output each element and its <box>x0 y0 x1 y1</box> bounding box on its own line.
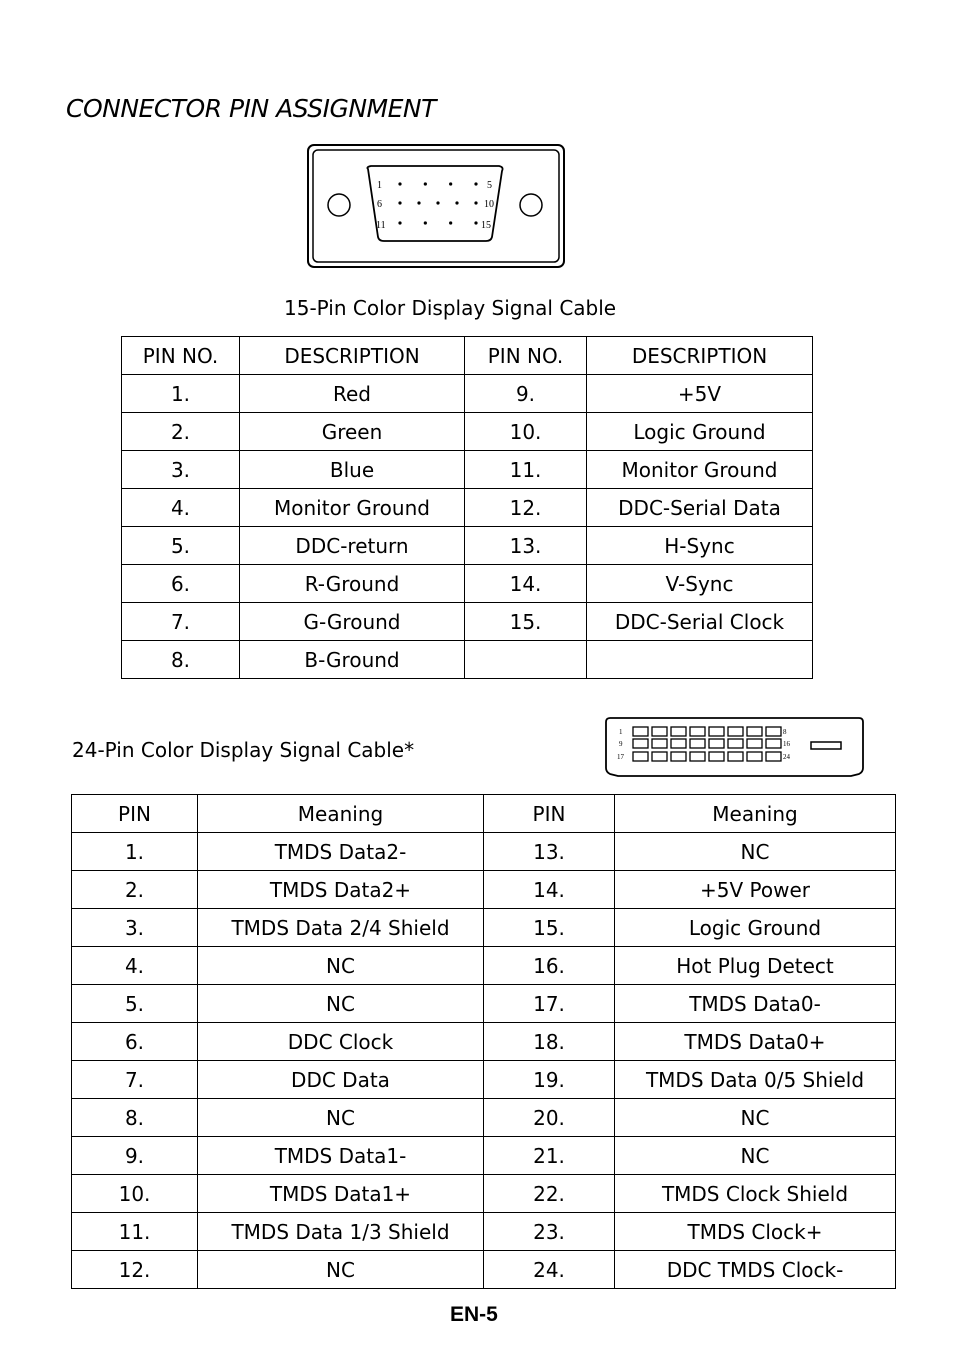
pin-box <box>633 739 648 748</box>
pin-dot <box>449 221 452 224</box>
table-cell: 11. <box>465 451 587 489</box>
vga-pin-label: 15 <box>481 220 491 231</box>
table-row <box>72 871 896 909</box>
table-cell: 4. <box>122 489 240 527</box>
table-row <box>122 565 813 603</box>
table-row <box>72 1175 896 1213</box>
pin-dot <box>398 221 401 224</box>
table-cell: R-Ground <box>240 565 465 603</box>
table-cell: TMDS Data2- <box>198 833 484 871</box>
table-cell: NC <box>198 1099 484 1137</box>
pin-box <box>652 752 667 761</box>
dvi-pin-label: 9 <box>619 740 623 748</box>
column-header: PIN NO. <box>122 337 240 375</box>
pin-dot <box>436 201 439 204</box>
table-cell: G-Ground <box>240 603 465 641</box>
table-cell: DDC Data <box>198 1061 484 1099</box>
table-cell: NC <box>615 1137 896 1175</box>
pin-box <box>728 727 743 736</box>
table-cell: DDC-Serial Data <box>587 489 813 527</box>
table-row <box>122 641 813 679</box>
dvi-caption: 24-Pin Color Display Signal Cable* <box>72 738 415 762</box>
table-cell: NC <box>615 833 896 871</box>
pin-dot <box>424 221 427 224</box>
table-cell: Red <box>240 375 465 413</box>
table-cell: 6. <box>72 1023 198 1061</box>
table-cell: 6. <box>122 565 240 603</box>
pin-box <box>709 752 724 761</box>
dvi-pin-label: 24 <box>783 753 790 761</box>
table-cell: +5V <box>587 375 813 413</box>
table-cell: 8. <box>72 1099 198 1137</box>
page-title: CONNECTOR PIN ASSIGNMENT <box>66 94 436 123</box>
table-header-row <box>122 337 813 375</box>
table-cell: Logic Ground <box>615 909 896 947</box>
vga-connector-diagram <box>306 143 568 271</box>
pin-box <box>671 752 686 761</box>
pin-dot <box>417 201 420 204</box>
pin-box <box>766 739 781 748</box>
table-cell: 5. <box>122 527 240 565</box>
pin-box <box>690 739 705 748</box>
table-row <box>72 1061 896 1099</box>
table-cell: 13. <box>465 527 587 565</box>
column-header: DESCRIPTION <box>587 337 813 375</box>
table-cell: 3. <box>122 451 240 489</box>
table-cell: 19. <box>484 1061 615 1099</box>
table-cell: NC <box>198 1251 484 1289</box>
table-row <box>72 1023 896 1061</box>
table-row <box>72 909 896 947</box>
table-cell: 8. <box>122 641 240 679</box>
table-cell: 16. <box>484 947 615 985</box>
pin-box <box>690 727 705 736</box>
pin-box <box>671 739 686 748</box>
table-cell: TMDS Data1- <box>198 1137 484 1175</box>
page-number: EN-5 <box>450 1303 498 1326</box>
table-cell: TMDS Data0+ <box>615 1023 896 1061</box>
table-cell: 7. <box>72 1061 198 1099</box>
pin-box <box>633 727 648 736</box>
pin-dot <box>474 182 477 185</box>
column-header: PIN NO. <box>465 337 587 375</box>
pin-box <box>633 752 648 761</box>
table-cell: B-Ground <box>240 641 465 679</box>
table-row <box>122 527 813 565</box>
table-cell: 18. <box>484 1023 615 1061</box>
column-header: DESCRIPTION <box>240 337 465 375</box>
table-row <box>122 603 813 641</box>
table-cell: 2. <box>122 413 240 451</box>
table-cell: 23. <box>484 1213 615 1251</box>
dvi-pin-label: 8 <box>783 728 787 736</box>
table-cell: 12. <box>72 1251 198 1289</box>
table-cell: 5. <box>72 985 198 1023</box>
pin-dot <box>455 201 458 204</box>
vga-caption: 15-Pin Color Display Signal Cable <box>284 296 617 320</box>
pin-dot <box>449 182 452 185</box>
table-row <box>72 1137 896 1175</box>
pin-box <box>690 752 705 761</box>
table-cell: TMDS Data 2/4 Shield <box>198 909 484 947</box>
table-row <box>72 1099 896 1137</box>
table-cell: TMDS Data0- <box>615 985 896 1023</box>
table-cell: 7. <box>122 603 240 641</box>
dvi-pin-label: 16 <box>783 740 790 748</box>
table-cell: NC <box>198 947 484 985</box>
pin-box <box>709 739 724 748</box>
pin-dot <box>424 182 427 185</box>
table-cell: TMDS Clock+ <box>615 1213 896 1251</box>
vga-pin-label: 11 <box>376 220 386 231</box>
table-cell: 20. <box>484 1099 615 1137</box>
table-row <box>72 985 896 1023</box>
table-cell: 14. <box>465 565 587 603</box>
table-cell: 10. <box>465 413 587 451</box>
column-header: PIN <box>72 795 198 833</box>
table-cell: 2. <box>72 871 198 909</box>
table-cell: Blue <box>240 451 465 489</box>
table-cell: NC <box>198 985 484 1023</box>
table-cell: DDC-Serial Clock <box>587 603 813 641</box>
table-cell: 11. <box>72 1213 198 1251</box>
pin-box <box>709 727 724 736</box>
table-row <box>122 489 813 527</box>
vga-pin-label: 5 <box>487 180 492 191</box>
dvi-pin-label: 17 <box>617 753 624 761</box>
vga-pin-table <box>121 336 813 679</box>
table-cell: 1. <box>72 833 198 871</box>
table-cell: 3. <box>72 909 198 947</box>
pin-dot <box>474 201 477 204</box>
table-cell: TMDS Data 1/3 Shield <box>198 1213 484 1251</box>
pin-box <box>747 739 762 748</box>
table-cell <box>465 641 587 679</box>
table-cell: DDC Clock <box>198 1023 484 1061</box>
table-cell: H-Sync <box>587 527 813 565</box>
table-cell: TMDS Data 0/5 Shield <box>615 1061 896 1099</box>
table-cell: V-Sync <box>587 565 813 603</box>
table-row <box>72 833 896 871</box>
table-cell: Green <box>240 413 465 451</box>
table-row <box>122 451 813 489</box>
pin-box <box>766 727 781 736</box>
pin-dot <box>474 221 477 224</box>
table-cell: 22. <box>484 1175 615 1213</box>
table-row <box>122 413 813 451</box>
table-cell: +5V Power <box>615 871 896 909</box>
dvi-pin-boxes <box>633 727 781 761</box>
table-row <box>72 1213 896 1251</box>
pin-box <box>652 727 667 736</box>
table-header-row <box>72 795 896 833</box>
table-cell: Hot Plug Detect <box>615 947 896 985</box>
column-header: Meaning <box>198 795 484 833</box>
dvi-pin-label: 1 <box>619 728 623 736</box>
table-cell: 4. <box>72 947 198 985</box>
table-cell: DDC-return <box>240 527 465 565</box>
vga-pin-label: 6 <box>377 199 382 210</box>
vga-pin-label: 1 <box>377 180 382 191</box>
pin-dot <box>398 182 401 185</box>
table-row <box>122 375 813 413</box>
table-cell: 15. <box>465 603 587 641</box>
dvi-pin-table <box>71 794 896 1289</box>
table-cell: TMDS Data1+ <box>198 1175 484 1213</box>
table-row <box>72 947 896 985</box>
pin-box <box>728 739 743 748</box>
pin-box <box>671 727 686 736</box>
table-cell: Monitor Ground <box>587 451 813 489</box>
table-cell: 10. <box>72 1175 198 1213</box>
table-cell: TMDS Clock Shield <box>615 1175 896 1213</box>
dvi-connector-diagram <box>604 716 868 778</box>
table-cell: 13. <box>484 833 615 871</box>
table-cell: TMDS Data2+ <box>198 871 484 909</box>
pin-box <box>728 752 743 761</box>
table-cell: 9. <box>465 375 587 413</box>
pin-box <box>652 739 667 748</box>
table-row <box>72 1251 896 1289</box>
vga-pin-label: 10 <box>484 199 494 210</box>
table-cell: Monitor Ground <box>240 489 465 527</box>
table-cell: DDC TMDS Clock- <box>615 1251 896 1289</box>
table-cell: 21. <box>484 1137 615 1175</box>
table-cell: Logic Ground <box>587 413 813 451</box>
column-header: PIN <box>484 795 615 833</box>
vga-pin-dots <box>398 182 477 224</box>
pin-dot <box>398 201 401 204</box>
pin-box <box>747 727 762 736</box>
column-header: Meaning <box>615 795 896 833</box>
table-cell: 12. <box>465 489 587 527</box>
pin-box <box>747 752 762 761</box>
table-cell: 17. <box>484 985 615 1023</box>
table-cell <box>587 641 813 679</box>
table-cell: 9. <box>72 1137 198 1175</box>
pin-box <box>766 752 781 761</box>
table-cell: 14. <box>484 871 615 909</box>
table-cell: NC <box>615 1099 896 1137</box>
table-cell: 24. <box>484 1251 615 1289</box>
table-cell: 15. <box>484 909 615 947</box>
table-cell: 1. <box>122 375 240 413</box>
